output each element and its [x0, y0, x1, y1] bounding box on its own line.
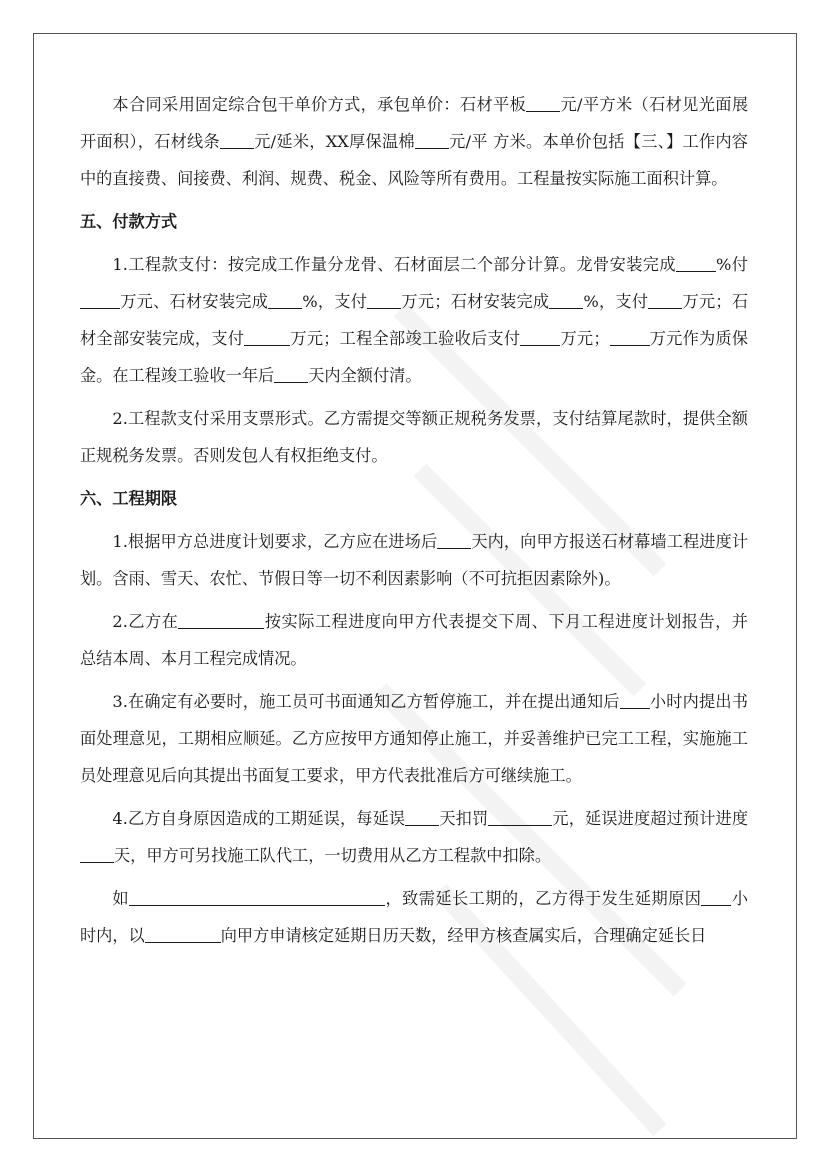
- blank-field: [610, 329, 650, 346]
- paragraph-schedule-3: 3.在确定有必要时，施工员可书面通知乙方暂停施工，并在提出通知后 小时内提出书面处理意见，工期相应顺延。乙方应按甲方通知停止施工，并妥善维护已完工工程，实施施工员处理意见后向其提出书面复工要求，甲方代表批准后方可继续施工。: [80, 692, 748, 785]
- blank-field: [437, 532, 471, 549]
- blank-field: [701, 889, 731, 906]
- blank-field: [129, 889, 385, 906]
- section-heading-payment: 五、付款方式: [80, 212, 178, 231]
- blank-field: [648, 292, 682, 309]
- blank-field: [80, 846, 114, 863]
- blank-field: [405, 809, 439, 826]
- paragraph-schedule-4: 4.乙方自身原因造成的工期延误，每延误 天扣罚 元，延误进度超过预计进度天，甲方可另找施工队代工，一切费用从乙方工程款中扣除。: [80, 800, 748, 874]
- paragraph-payment-2: 2.工程款支付采用支票形式。乙方需提交等额正规税务发票，支付结算尾款时，提供全额正规税务发票。否则发包人有权拒绝支付。: [80, 409, 748, 465]
- blank-field: [145, 926, 221, 943]
- blank-field: [520, 329, 560, 346]
- blank-field: [244, 329, 290, 346]
- blank-field: [620, 692, 650, 709]
- blank-field: [274, 366, 308, 383]
- paragraph-schedule-1: 1.根据甲方总进度计划要求，乙方应在进场后 天内，向甲方报送石材幕墙工程进度计划。含雨、雪天、农忙、节假日等一切不利因素影响（不可抗拒因素除外)。: [80, 532, 749, 588]
- blank-field: [178, 612, 264, 629]
- document-body: [80, 86, 748, 960]
- blank-field: [676, 255, 716, 272]
- blank-field: [526, 95, 560, 112]
- blank-field: [415, 132, 449, 149]
- blank-field: [268, 292, 302, 309]
- blank-field: [367, 292, 401, 309]
- blank-field: [80, 292, 120, 309]
- blank-field: [488, 809, 552, 826]
- paragraph-schedule-2: 2.乙方在 按实际工程进度向甲方代表提交下周、下月工程进度计划报告，并总结本周、本月工程完成情况。: [80, 612, 748, 668]
- blank-field: [220, 132, 254, 149]
- paragraph-pricing: 本合同采用固定综合包干单价方式，承包单价：石材平板 元/平方米（石材见光面展开面积），石材线条 元/延米，XX厚保温棉 元/平 方米。本单价包括【三、】工作内容中的直接费、间接费、利润、规费、税金、风险等所有费用。工程量按实际施工面积计算。: [80, 95, 749, 188]
- blank-field: [549, 292, 583, 309]
- paragraph-payment-1: 1.工程款支付：按完成工作量分龙骨、石材面层二个部分计算。龙骨安装完成 %付万元、石材安装完成 %，支付 万元；石材安装完成 %，支付 万元；石材全部安装完成，支付 万元；工程全部竣工验收后支付 万元； 万元作为质保金。在工程竣工验收一年后 天内全额付清。: [80, 255, 749, 385]
- section-heading-schedule: 六、工程期限: [80, 489, 178, 508]
- paragraph-extension: 如 ，致需延长工期的，乙方得于发生延期原因 小时内，以 向甲方申请核定延期日历天数，经甲方核查属实后，合理确定延长日: [80, 889, 749, 945]
